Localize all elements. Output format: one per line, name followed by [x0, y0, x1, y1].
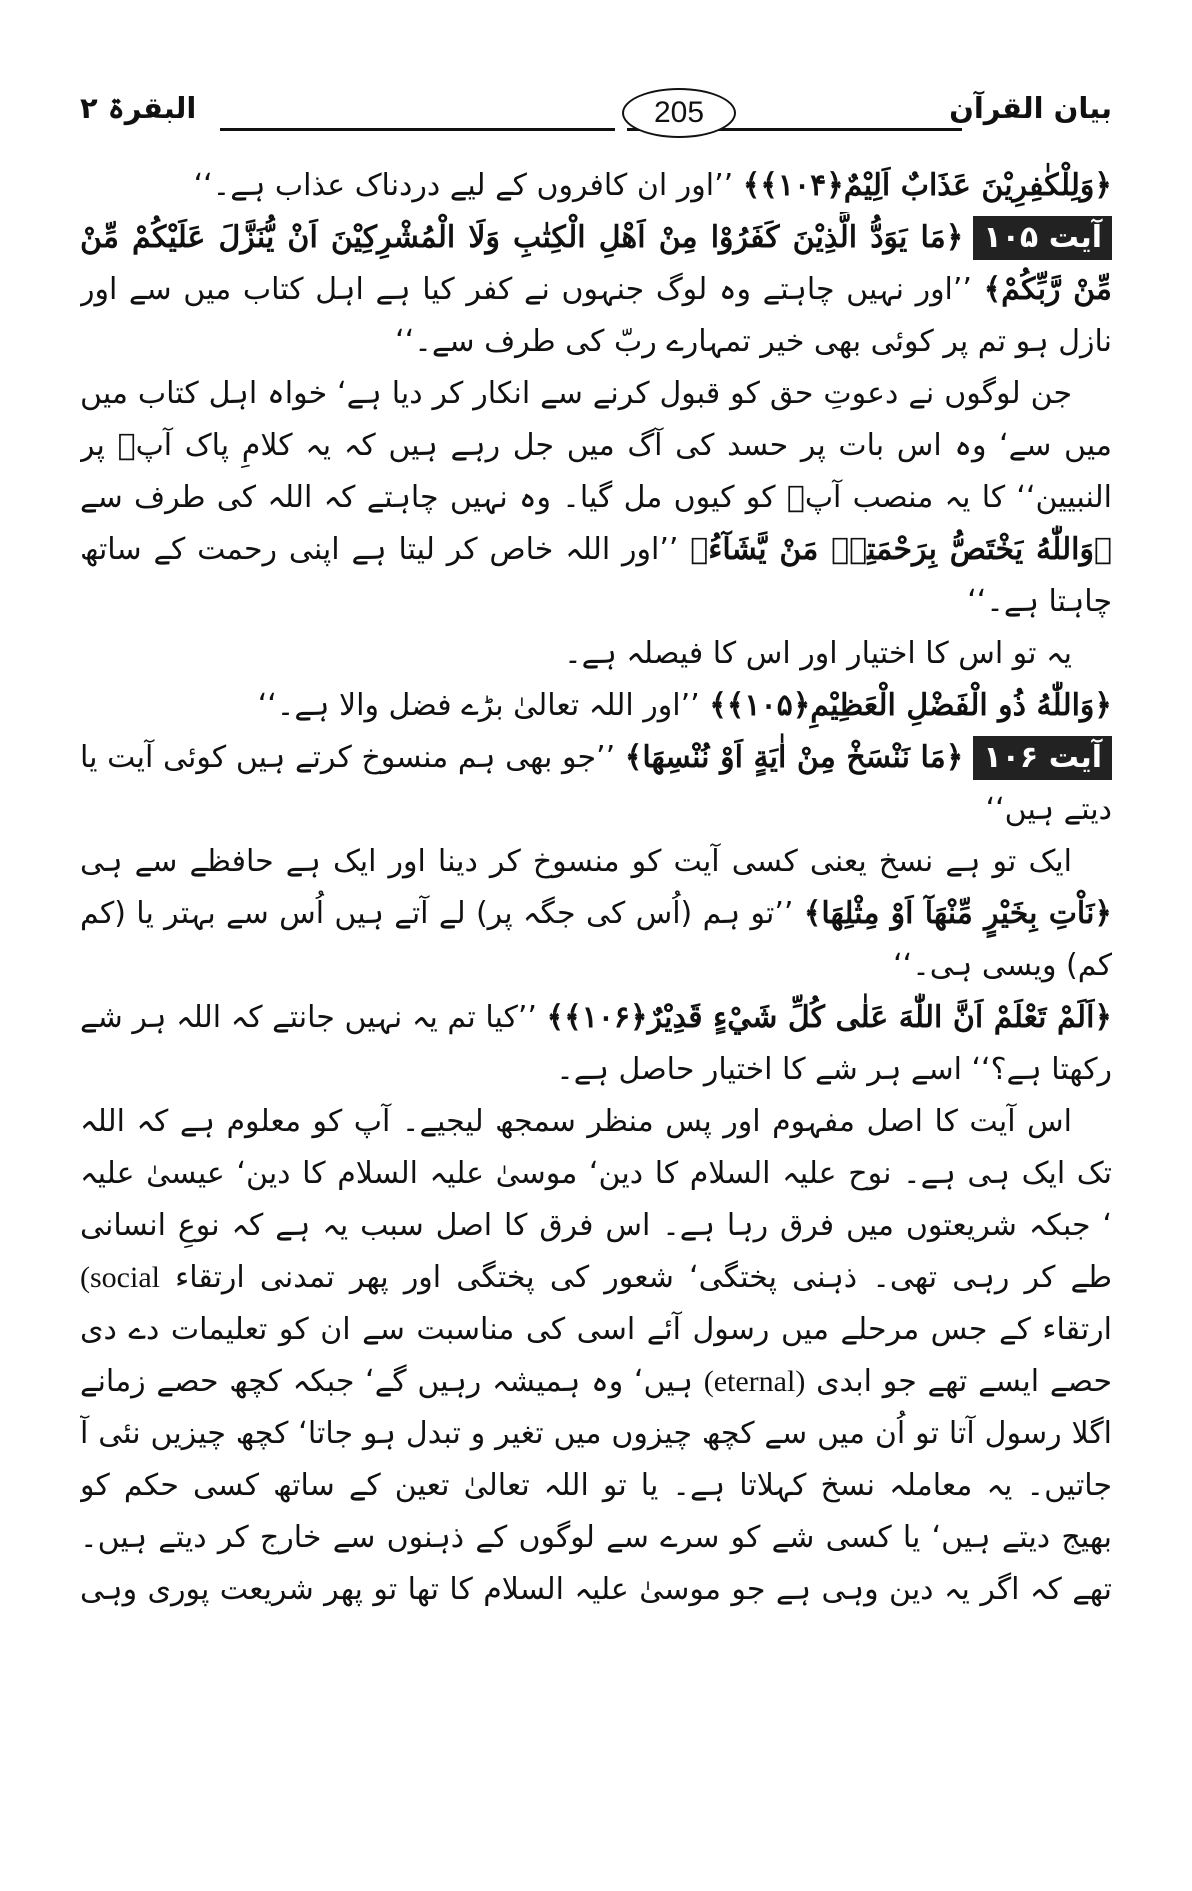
- translation-text: جاتیں۔ یہ معاملہ نسخ کہلاتا ہے۔ یا تو اللہ تعالیٰ تعین کے ساتھ کسی حکم کو: [80, 1468, 1112, 1503]
- text-line: [80, 472, 1112, 524]
- text-line: [80, 940, 1112, 992]
- header-rule-left: [220, 128, 615, 131]
- surah-name: البقرۃ ۲: [80, 91, 197, 125]
- arabic-ayah: ﴿نَاْتِ بِخَيْرٍ مِّنْهَآ اَوْ مِثْلِهَا﴾: [803, 896, 1112, 931]
- english-term: (social: [80, 1261, 160, 1294]
- text-line: [80, 1460, 1112, 1512]
- text-line: [80, 888, 1112, 940]
- text-line: [80, 836, 1112, 888]
- text-line: [80, 1356, 1112, 1408]
- arabic-ayah: ﴿مَا نَنْسَخْ مِنْ اٰيَةٍ اَوْ نُنْسِهَا﴾: [624, 740, 964, 775]
- translation-text: یہ تو اس کا اختیار اور اس کا فیصلہ ہے۔: [564, 636, 1072, 671]
- text-line: [80, 628, 1112, 680]
- english-term: (eternal): [703, 1365, 806, 1398]
- translation-text: نازل ہو تم پر کوئی بھی خیر تمہارے ربّ کی طرف سے۔‘‘: [395, 324, 1112, 359]
- ayah-number-badge: آیت ۱۰۶: [973, 736, 1112, 780]
- text-line: [80, 1252, 1112, 1304]
- translation-text: ’’جو بھی ہم منسوخ کرتے ہیں کوئی آیت یا: [80, 740, 616, 775]
- translation-text: رکھتا ہے؟‘‘ اسے ہر شے کا اختیار حاصل ہے۔: [556, 1052, 1112, 1087]
- text-line: [80, 264, 1112, 316]
- text-line: [80, 160, 1112, 212]
- text-line: [80, 576, 1112, 628]
- translation-text: ’’تو ہم (اُس کی جگہ پر) لے آتے ہیں اُس سے بہتر یا (کم: [80, 896, 794, 931]
- translation-text: ’’اور اللہ تعالیٰ بڑے فضل والا ہے۔‘‘: [257, 688, 710, 723]
- translation-text: کم) ویسی ہی۔‘‘: [893, 948, 1112, 983]
- translation-text: ’’اور نہیں چاہتے وہ لوگ جنہوں نے کفر کیا ہے اہل کتاب میں سے اور: [80, 272, 972, 307]
- page-number: 205: [622, 88, 736, 138]
- ayah-number-badge: آیت ۱۰۵: [973, 216, 1112, 260]
- translation-text: النبیین‘‘ کا یہ منصب آپؐ کو کیوں مل گیا۔ وہ نہیں چاہتے کہ اللہ کی طرف سے: [80, 480, 1112, 515]
- text-line: [80, 1408, 1112, 1460]
- text-line: [80, 1200, 1112, 1252]
- text-line: [80, 992, 1112, 1044]
- text-line: [80, 1096, 1112, 1148]
- translation-text: بھیج دیتے ہیں‘ یا کسی شے کو سرے سے لوگوں کے ذہنوں سے خارج کر دیتے ہیں۔: [80, 1520, 1112, 1555]
- arabic-ayah: مِّنْ رَّبِّكُمْ﴾: [983, 272, 1112, 307]
- translation-text: ’’اور اللہ خاص کر لیتا ہے اپنی رحمت کے ساتھ: [80, 532, 679, 567]
- text-line: [80, 680, 1112, 732]
- text-line: [80, 420, 1112, 472]
- translation-text: اس آیت کا اصل مفہوم اور پس منظر سمجھ لیجیے۔ آپ کو معلوم ہے کہ اللہ: [80, 1104, 1072, 1139]
- text-line: [80, 784, 1112, 836]
- text-line: [80, 1044, 1112, 1096]
- translation-text: میں سے‘ وہ اس بات پر حسد کی آگ میں جل رہے ہیں کہ یہ کلامِ پاک آپؐ پر: [80, 428, 1112, 463]
- text-line: [80, 212, 1112, 264]
- page-body: [80, 160, 1112, 1851]
- translation-text: دیتے ہیں‘‘: [985, 792, 1112, 827]
- book-title: بیان القرآن: [949, 91, 1112, 125]
- arabic-ayah: ﴿وَاللّٰهُ ذُو الْفَضْلِ الْعَظِيْمِ﴿۱۰۵﴾﴾: [709, 688, 1112, 723]
- text-line: [80, 1304, 1112, 1356]
- translation-text: ہیں‘ وہ ہمیشہ رہیں گے‘ جبکہ کچھ حصے زمانے: [80, 1364, 693, 1399]
- arabic-ayah: ﴿مَا يَوَدُّ الَّذِيْنَ كَفَرُوْا مِنْ اَهْلِ الْكِتٰبِ وَلَا الْمُشْرِكِيْنَ اَنْ يُّنَزَّلَ عَلَيْكُمْ مِّنْ: [80, 220, 964, 255]
- text-line: [80, 1148, 1112, 1200]
- translation-text: تک ایک ہی ہے۔ نوح علیہ السلام کا دین‘ موسیٰ علیہ السلام کا دین‘ عیسیٰ علیہ: [80, 1156, 1112, 1191]
- text-line: [80, 316, 1112, 368]
- text-line: [80, 1564, 1112, 1616]
- text-line: [80, 1512, 1112, 1564]
- translation-text: تھے کہ اگر یہ دین وہی ہے جو موسیٰ علیہ السلام کا تھا تو پھر شریعت پوری وہی: [80, 1572, 1112, 1607]
- running-header: [80, 88, 1112, 148]
- translation-text: ایک تو ہے نسخ یعنی کسی آیت کو منسوخ کر دینا اور ایک ہے حافظے سے ہی: [80, 844, 1072, 879]
- text-line: [80, 732, 1112, 784]
- text-line: [80, 368, 1112, 420]
- arabic-ayah: ﴿وَلِلْكٰفِرِيْنَ عَذَابٌ اَلِيْمٌ﴿۱۰۴﴾﴾: [742, 168, 1112, 203]
- arabic-ayah: ﴿اَلَمْ تَعْلَمْ اَنَّ اللّٰهَ عَلٰى كُلِّ شَيْءٍ قَدِيْرٌ﴿۱۰۶﴾﴾: [546, 1000, 1112, 1035]
- translation-text: ’’کیا تم یہ نہیں جانتے کہ اللہ ہر شے: [80, 1000, 537, 1035]
- translation-text: حصے ایسے تھے جو ابدی: [805, 1364, 1112, 1399]
- translation-text: اگلا رسول آتا تو اُن میں سے کچھ چیزوں میں تغیر و تبدل ہو جاتا‘ کچھ چیزیں نئی آ: [80, 1416, 1112, 1451]
- translation-text: جن لوگوں نے دعوتِ حق کو قبول کرنے سے انکار کر دیا ہے‘ خواہ اہل کتاب میں: [80, 376, 1072, 411]
- translation-text: ‘ جبکہ شریعتوں میں فرق رہا ہے۔ اس فرق کا اصل سبب یہ ہے کہ نوعِ انسانی: [80, 1208, 1112, 1243]
- arabic-ayah: ﴿وَاللّٰهُ يَخْتَصُّ بِرَحْمَتِهٖ مَنْ يَّشَآءُ﴾: [690, 532, 1112, 567]
- translation-text: ’’اور ان کافروں کے لیے دردناک عذاب ہے۔‘‘: [193, 168, 743, 203]
- translation-text: چاہتا ہے۔‘‘: [967, 584, 1112, 619]
- translation-text: ارتقاء کے جس مرحلے میں رسول آئے اسی کی مناسبت سے ان کو تعلیمات دے دی: [80, 1312, 1112, 1347]
- text-line: [80, 524, 1112, 576]
- translation-text: طے کر رہی تھی۔ ذہنی پختگی‘ شعور کی پختگی اور پھر تمدنی ارتقاء: [159, 1260, 1112, 1295]
